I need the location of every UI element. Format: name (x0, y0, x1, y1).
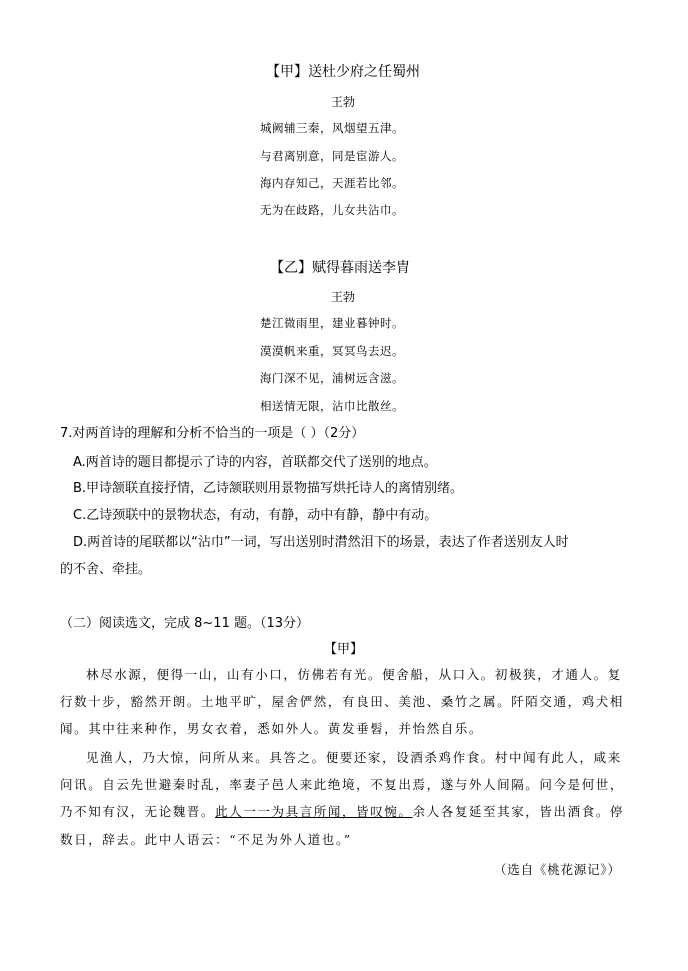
underlined-sentence: 此人一一为具言所闻，皆叹惋。 (215, 804, 413, 819)
poem-a-line-4: 无为在歧路，儿女共沾巾。 (260, 203, 404, 217)
passage-source: （选自《桃花源记》） (494, 862, 621, 877)
passage-label: 【甲】 (324, 642, 364, 657)
question-7-option-a: A.两首诗的题目都提示了诗的内容，首联都交代了送别的地点。 (73, 455, 437, 470)
passage-p2-line-3-post: 余人各复延至其家，皆出酒食。停 (412, 804, 625, 819)
poem-b-title: 【乙】赋得暮雨送李胄 (270, 260, 410, 276)
question-7-option-c: C.乙诗颈联中的景物状态，有动，有静，动中有静，静中有动。 (73, 508, 438, 523)
poem-b-line-4: 相送情无限，沾巾比散丝。 (260, 399, 404, 413)
passage-p1-line-3: 闻。其中往来种作，男女衣着，悉如外人。黄发垂髫，并怡然自乐。 (60, 721, 484, 736)
passage-p1-line-2: 行数十步，豁然开朗。土地平旷，屋舍俨然，有良田、美池、桑竹之属。阡陌交通，鸡犬相 (60, 694, 625, 709)
poem-a-title: 【甲】送杜少府之任蜀州 (266, 64, 420, 80)
question-7-option-d-continued: 的不舍、牵挂。 (60, 562, 152, 577)
poem-a-line-2: 与君离别意，同是宦游人。 (260, 149, 404, 163)
passage-p2-line-3 (60, 802, 624, 820)
poem-b-author: 王勃 (331, 290, 356, 304)
poem-a-line-3: 海内存知己，天涯若比邻。 (260, 176, 404, 190)
passage-p2-line-1: 见渔人，乃大惊，问所从来。具答之。便要还家，设酒杀鸡作食。村中闻有此人，咸来 (86, 750, 622, 765)
poem-b-line-3: 海门深不见，浦树远含滋。 (260, 371, 404, 385)
poem-a-line-1: 城阙辅三秦，风烟望五津。 (260, 121, 404, 135)
passage-p2-line-4: 数日，辞去。此中人语云：“不足为外人道也。” (60, 832, 352, 847)
passage-p1-line-1: 林尽水源，便得一山，山有小口，仿佛若有光。便舍船，从口入。初极狭，才通人。复 (86, 667, 622, 682)
passage-p2-line-2: 问讯。自云先世避秦时乱，率妻子邑人来此绝境，不复出焉，遂与外人间隔。问今是何世， (60, 777, 625, 792)
question-7-option-b: B.甲诗颔联直接抒情，乙诗颔联则用景物描写烘托诗人的离情别绪。 (73, 481, 464, 496)
passage-p2-line-3-pre: 乃不知有汉，无论魏晋。 (60, 804, 216, 819)
poem-b-line-2: 漠漠帆来重，冥冥鸟去迟。 (260, 344, 404, 358)
question-7-stem: 7.对两首诗的理解和分析不恰当的一项是（ ）（2分） (60, 426, 365, 441)
poem-b-line-1: 楚江微雨里，建业暮钟时。 (260, 316, 404, 330)
poem-a-author: 王勃 (331, 95, 356, 109)
question-7-option-d: D.两首诗的尾联都以“沾巾”一词，写出送别时潸然泪下的场景，表达了作者送别友人时 (73, 535, 569, 550)
section-2-heading: （二）阅读选文，完成 8~11 题。（13分） (60, 616, 310, 631)
